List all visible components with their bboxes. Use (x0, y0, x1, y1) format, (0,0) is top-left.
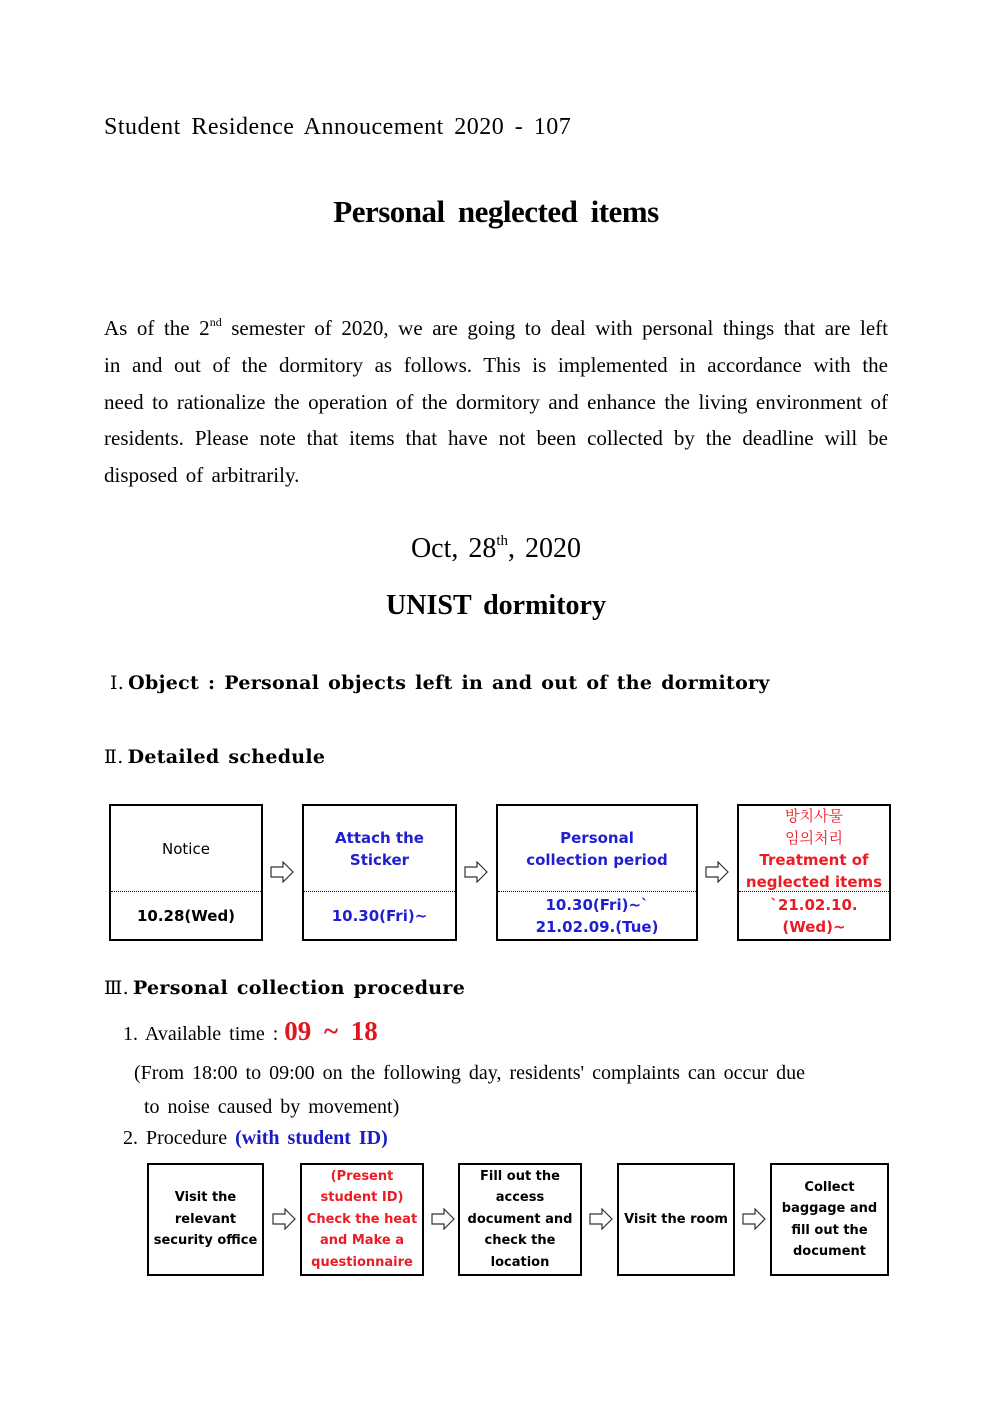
step-title-english-1: Treatment of (759, 850, 869, 869)
step-title (498, 806, 696, 892)
step-date (304, 892, 455, 939)
page-title: Personal neglected items (333, 194, 659, 229)
procedure-step-line: Visit the (174, 1190, 237, 1206)
procedure-step-line: (Present (330, 1168, 394, 1184)
procedure-step-line: Fill out the (479, 1168, 560, 1184)
announcement-date (0, 533, 992, 565)
hollow-right-arrow-icon (270, 861, 294, 883)
procedure-step-line: fill out the (791, 1222, 868, 1238)
procedure-step-line: access (495, 1190, 545, 1206)
procedure-label: 2. Procedure (123, 1127, 228, 1149)
schedule-step-treatment (737, 804, 891, 941)
procedure-step-line: Visit the room (624, 1211, 728, 1227)
available-time (123, 1016, 378, 1047)
section-object (110, 672, 770, 694)
section-schedule (104, 746, 325, 768)
procedure-step (300, 1163, 424, 1276)
intro-paragraph (104, 310, 888, 494)
available-time-value: 09 ~ 18 (284, 1016, 378, 1046)
section-label: Personal collection procedure (132, 977, 466, 999)
procedure-step-line: check the (484, 1233, 556, 1249)
procedure-step-text (468, 1166, 573, 1274)
section-numeral: Ⅲ. (104, 977, 129, 999)
step-title-korean-2: 임의처리 (785, 828, 843, 847)
hollow-right-arrow-icon (431, 1208, 455, 1230)
available-time-label: 1. Available time : (123, 1023, 279, 1045)
procedure-step-line: and Make a (320, 1233, 404, 1249)
procedure-step (770, 1163, 889, 1276)
step-date (498, 892, 696, 939)
step-title (304, 806, 455, 892)
procedure-step-line: Collect (804, 1179, 855, 1195)
procedure-step-line: location (490, 1254, 550, 1270)
intro-text-start: As of the 2 (104, 316, 210, 340)
procedure-step-text (154, 1187, 258, 1252)
procedure-step-line: document and (467, 1211, 573, 1227)
procedure-step (458, 1163, 582, 1276)
procedure-step-text (782, 1177, 877, 1263)
date-suffix: , 2020 (508, 533, 582, 564)
procedure-step-line: security office (153, 1233, 258, 1249)
step-title-korean-1: 방치사물 (785, 806, 843, 825)
step-date-end: 21.02.09.(Tue) (535, 917, 659, 936)
time-note-line: to noise caused by movement) (144, 1096, 400, 1118)
hollow-right-arrow-icon (272, 1208, 296, 1230)
procedure-step-line: baggage and (781, 1201, 878, 1216)
step-title (739, 806, 889, 892)
step-title-english-2: neglected items (745, 872, 883, 891)
step-date (111, 892, 261, 939)
section-label: Object : Personal objects left in and out of the dormitory (128, 672, 770, 694)
time-note (134, 1056, 890, 1124)
procedure-highlight: (with student ID) (235, 1127, 388, 1149)
step-date (739, 892, 889, 939)
step-date-text: 10.28(Wed) (136, 906, 236, 925)
date-superscript: th (496, 533, 509, 549)
section-numeral: Ⅱ. (104, 746, 124, 768)
step-title-text: Notice (162, 839, 210, 858)
step-title (111, 806, 261, 892)
schedule-step-notice (109, 804, 263, 941)
intro-superscript: nd (209, 315, 222, 329)
time-note-line: (From 18:00 to 09:00 on the following day, residents' complaints can occur due (134, 1062, 805, 1084)
step-date-text: 10.30(Fri)~ (331, 906, 428, 925)
procedure-step-text (307, 1166, 417, 1274)
schedule-step-collection-period (496, 804, 698, 941)
procedure-step (617, 1163, 735, 1276)
step-date-text: `21.02.10.(Wed)~ (770, 895, 858, 936)
organization-name: UNIST dormitory (386, 590, 606, 621)
date-prefix: Oct, 28 (410, 533, 497, 564)
section-numeral: Ⅰ. (110, 672, 125, 694)
hollow-right-arrow-icon (589, 1208, 613, 1230)
hollow-right-arrow-icon (464, 861, 488, 883)
step-title-text: Personal collection period (526, 828, 668, 869)
hollow-right-arrow-icon (705, 861, 729, 883)
procedure-step-line: Check the heat (306, 1211, 418, 1227)
procedure-step-line: questionnaire (311, 1254, 413, 1270)
procedure-step-line: document (792, 1244, 866, 1259)
intro-text-rest: semester of 2020, we are going to deal with personal things that are left in and out of the dormitory as follows. This is implemented in accordance with the need to rationalize the operation of the dormitory and enhance the living environment of residents. Please note that items that have not been collected by the deadline will be disposed of arbitrarily. (104, 316, 888, 488)
step-date-start: 10.30(Fri)~` (545, 895, 649, 914)
hollow-right-arrow-icon (742, 1208, 766, 1230)
announcement-number: Student Residence Annoucement 2020 - 107 (104, 114, 572, 140)
section-procedure (104, 977, 465, 999)
step-title-text: Attach the Sticker (335, 828, 424, 869)
procedure-step-text (624, 1209, 728, 1231)
schedule-step-sticker (302, 804, 457, 941)
procedure-heading (123, 1127, 388, 1150)
section-label: Detailed schedule (127, 746, 326, 768)
procedure-step-line: student ID) (320, 1190, 404, 1206)
procedure-step (147, 1163, 264, 1276)
procedure-step-line: relevant (174, 1211, 237, 1227)
